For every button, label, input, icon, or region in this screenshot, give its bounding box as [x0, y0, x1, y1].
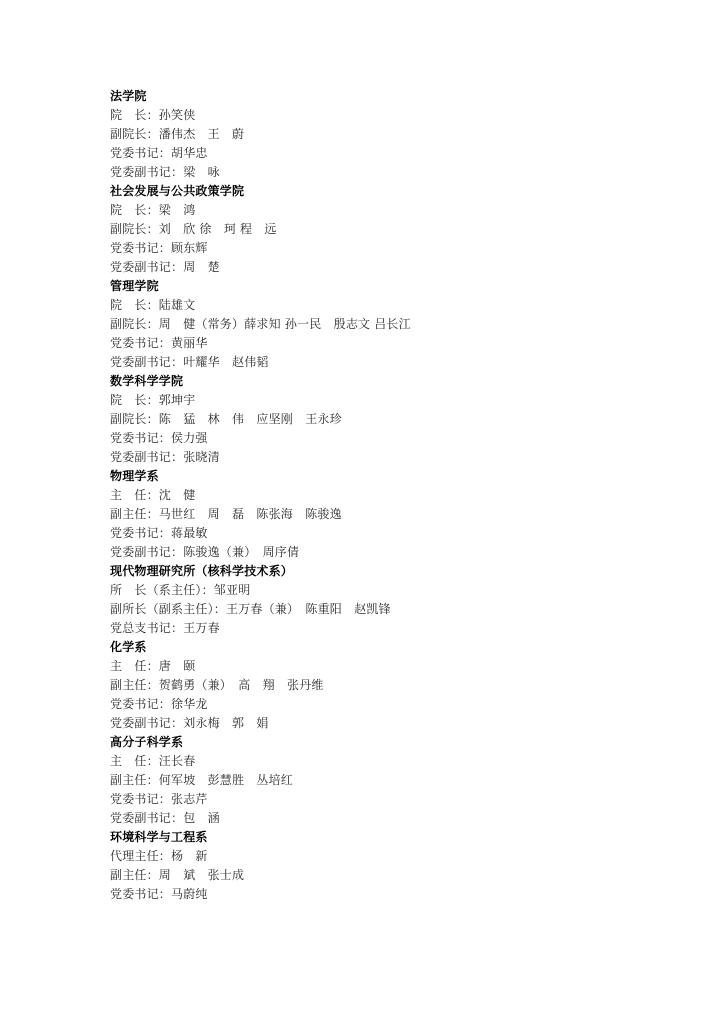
- vice-dean-line: 副院长：周 健（常务）薛求知 孙一民 殷志文 吕长江: [110, 317, 411, 331]
- deputy-party-secretary-line: 党委副书记：刘永梅 郭 娟: [110, 716, 269, 730]
- department-heading: 高分子科学系: [110, 735, 184, 749]
- party-secretary-line: 党委书记：胡华忠: [110, 146, 208, 160]
- dean-line: 院 长：郭坤宇: [110, 393, 196, 407]
- deputy-director-line: 副所长（副系主任）：王万春（兼） 陈重阳 赵凯锋: [110, 602, 391, 616]
- party-secretary-line: 党委书记：黄丽华: [110, 336, 208, 350]
- department-heading: 环境科学与工程系: [110, 830, 208, 844]
- leadership-list: [110, 87, 670, 904]
- deputy-party-secretary-line: 党委副书记：梁 咏: [110, 165, 220, 179]
- director-line: 主 任：唐 颐: [110, 659, 196, 673]
- deputy-party-secretary-line: 党委副书记：陈骏逸（兼） 周序倩: [110, 545, 300, 559]
- party-secretary-line: 党委书记：张志芹: [110, 792, 208, 806]
- deputy-director-line: 副主任：周 斌 张士成: [110, 868, 245, 882]
- department-heading: 社会发展与公共政策学院: [110, 184, 245, 198]
- party-secretary-line: 党委书记：顾东辉: [110, 241, 208, 255]
- deputy-party-secretary-line: 党委副书记：叶耀华 赵伟韬: [110, 355, 269, 369]
- department-heading: 法学院: [110, 89, 147, 103]
- deputy-director-line: 副主任：何军坡 彭慧胜 丛培红: [110, 773, 294, 787]
- deputy-director-line: 副主任：马世红 周 磊 陈张海 陈骏逸: [110, 507, 342, 521]
- vice-dean-line: 副院长：刘 欣 徐 珂 程 远: [110, 222, 277, 236]
- dean-line: 院 长：梁 鸿: [110, 203, 196, 217]
- party-secretary-line: 党委书记：马蔚纯: [110, 887, 208, 901]
- deputy-party-secretary-line: 党委副书记：张晓清: [110, 450, 220, 464]
- acting-director-line: 代理主任：杨 新: [110, 849, 208, 863]
- department-heading: 管理学院: [110, 279, 159, 293]
- director-line: 所 长（系主任）：邹亚明: [110, 583, 251, 597]
- department-heading: 化学系: [110, 640, 147, 654]
- deputy-party-secretary-line: 党委副书记：周 楚: [110, 260, 220, 274]
- dean-line: 院 长：陆雄文: [110, 298, 196, 312]
- party-secretary-line: 党委书记：侯力强: [110, 431, 208, 445]
- department-heading: 数学科学学院: [110, 374, 184, 388]
- party-secretary-line: 党委书记：蒋最敏: [110, 526, 208, 540]
- party-branch-secretary-line: 党总支书记：王万春: [110, 621, 220, 635]
- director-line: 主 任：沈 健: [110, 488, 196, 502]
- department-heading: 现代物理研究所（核科学技术系）: [110, 564, 294, 578]
- deputy-director-line: 副主任：贺鹤勇（兼） 高 翔 张丹维: [110, 678, 324, 692]
- department-heading: 物理学系: [110, 469, 159, 483]
- vice-dean-line: 副院长：陈 猛 林 伟 应坚刚 王永珍: [110, 412, 342, 426]
- dean-line: 院 长：孙笑侠: [110, 108, 196, 122]
- vice-dean-line: 副院长：潘伟杰 王 蔚: [110, 127, 245, 141]
- director-line: 主 任：汪长春: [110, 754, 196, 768]
- party-secretary-line: 党委书记：徐华龙: [110, 697, 208, 711]
- deputy-party-secretary-line: 党委副书记：包 涵: [110, 811, 220, 825]
